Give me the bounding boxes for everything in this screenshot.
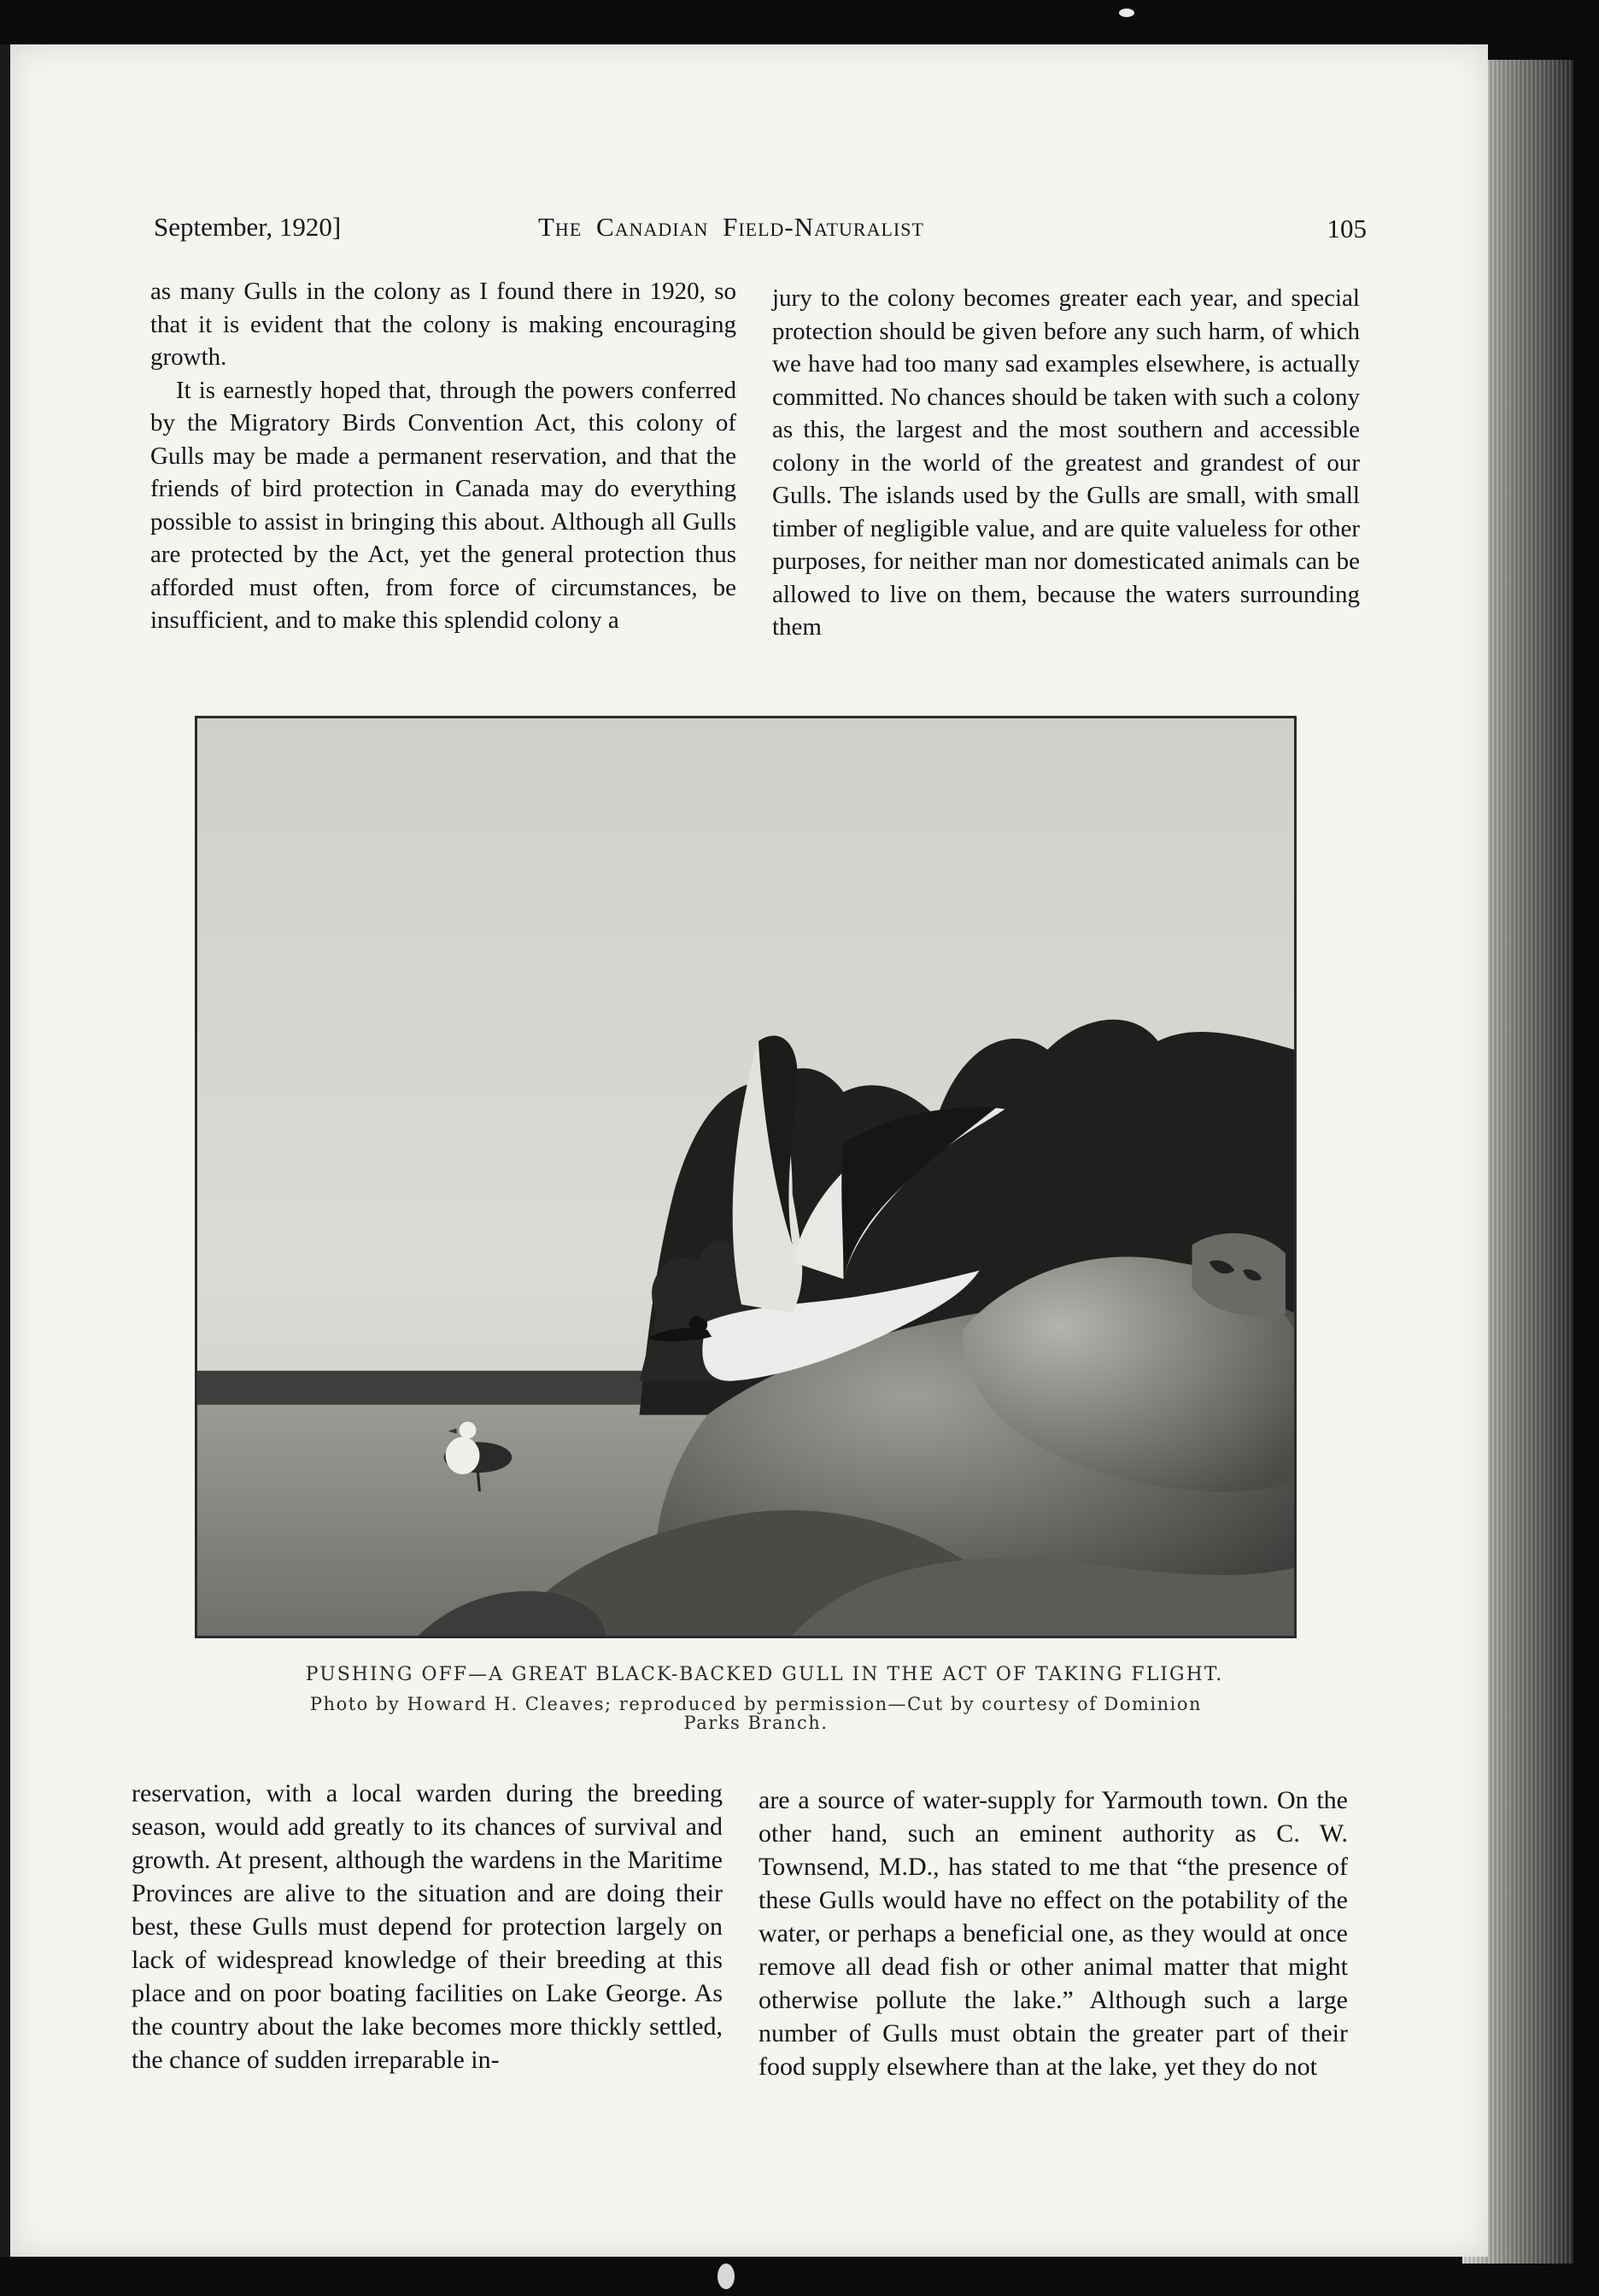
- scan-artifact: [1119, 9, 1134, 17]
- running-header: [154, 212, 1367, 249]
- header-journal-title: The Canadian Field-Naturalist: [538, 212, 924, 242]
- header-date: September, 1920]: [154, 212, 342, 242]
- gull-photograph: [195, 716, 1297, 1638]
- top-right-paragraph-1: jury to the colony becomes greater each year, and special protection should be given before any such harm, of which we have had too many sad examples elsewhere, is actually committed. No chances should be taken with such a colony as this, the largest and the most southern and accessible colony in the world of the greatest and grandest of our Gulls. The islands used by the Gulls are small, with small timber of negligible value, and are quite valueless for other purposes, for neither man nor domesticated animals can be allowed to live on them, because the waters surrounding them: [772, 284, 1360, 641]
- top-left-paragraph-1: as many Gulls in the colony as I found there in 1920, so that it is evident that the colony is making encouraging growth.: [150, 278, 736, 371]
- bottom-left-paragraph-1: reservation, with a local warden during the breeding season, would add greatly to its chances of survival and growth. At present, although the wardens in the Maritime Provinces are alive to the situation and are doing their best, these Gulls must depend for protection largely on lack of widespread knowledge of their breeding at this place and on poor boating facilities on Lake George. As the country about the lake becomes more thickly settled, the chance of sudden irreparable in-: [132, 1779, 723, 2074]
- top-right-column: [772, 282, 1360, 644]
- bottom-right-column: [758, 1784, 1348, 2083]
- header-page-number: 105: [1327, 214, 1367, 243]
- figure-credit: Photo by Howard H. Cleaves; reproduced by permission—Cut by courtesy of Dominion Parks Branch.: [309, 1694, 1203, 1733]
- bottom-right-paragraph-1: are a source of water-supply for Yarmouth town. On the other hand, such an eminent authority as C. W. Townsend, M.D., has stated to me that “the presence of these Gulls would have no effect on the potability of the water, or perhaps a beneficial one, as they would at once remove all dead fish or other animal matter that might otherwise pollute the lake.” Although such a large number of Gulls must obtain the greater part of their food supply elsewhere than at the lake, yet they do not: [758, 1786, 1348, 2081]
- top-left-paragraph-2: It is earnestly hoped that, through the powers conferred by the Migratory Birds Convention Act, this colony of Gulls may be made a permanent reservation, and that the friends of bird protection in Canada may do everything possible to assist in bringing this about. Although all Gulls are protected by the Act, yet the general protection thus afforded must often, from force of circumstances, be insufficient, and to make this splendid colony a: [150, 376, 736, 634]
- top-left-column: [150, 275, 736, 637]
- figure-caption: PUSHING OFF—A GREAT BLACK-BACKED GULL IN THE ACT OF TAKING FLIGHT.: [305, 1664, 1224, 1685]
- scan-artifact: [718, 2264, 735, 2289]
- bottom-left-column: [132, 1777, 723, 2076]
- gull-photo-illustration: [197, 718, 1294, 1636]
